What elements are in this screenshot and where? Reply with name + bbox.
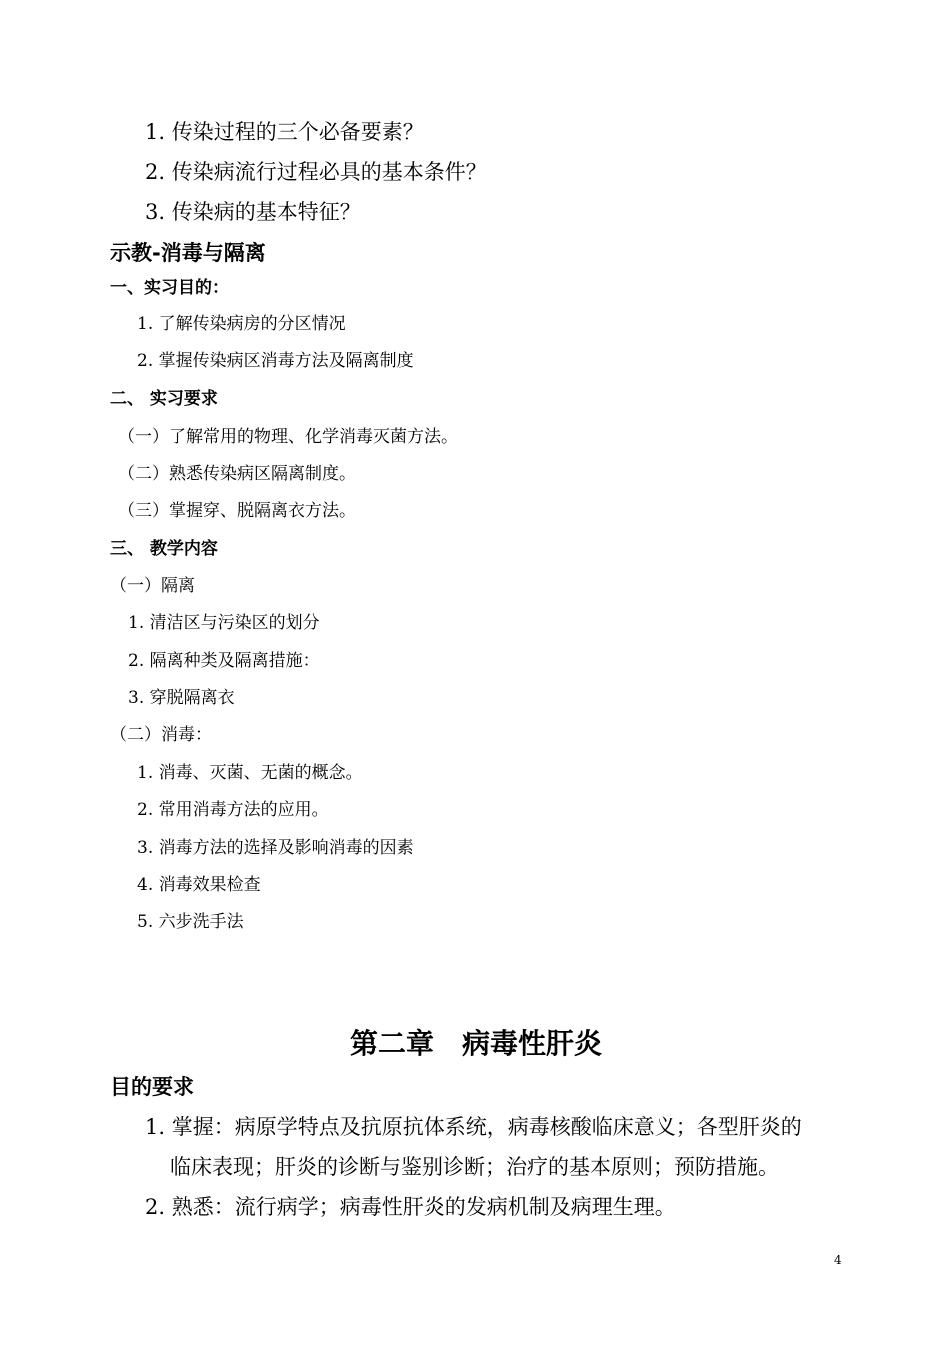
goal-2: 2. 熟悉：流行病学；病毒性肝炎的发病机制及病理生理。 [145, 1195, 676, 1219]
isolation-item-3: 3. 穿脱隔离衣 [128, 688, 235, 708]
content-heading: 三、 教学内容 [110, 539, 218, 559]
requirements-heading: 二、 实习要求 [110, 389, 218, 409]
requirement-item-1: （一）了解常用的物理、化学消毒灭菌方法。 [118, 427, 458, 447]
disinfection-item-5: 5. 六步洗手法 [137, 912, 244, 932]
goals-heading: 目的要求 [110, 1075, 194, 1099]
disinfection-title: （二）消毒： [110, 725, 212, 745]
objective-item-2: 2. 掌握传染病区消毒方法及隔离制度 [137, 351, 414, 371]
disinfection-item-4: 4. 消毒效果检查 [137, 875, 261, 895]
requirement-item-3: （三）掌握穿、脱隔离衣方法。 [118, 501, 356, 521]
objective-item-1: 1. 了解传染病房的分区情况 [137, 314, 346, 334]
review-question-2: 2. 传染病流行过程必具的基本条件？ [145, 160, 487, 184]
objectives-heading: 一、实习目的： [110, 278, 229, 298]
isolation-title: （一）隔离 [110, 576, 195, 596]
review-question-1: 1. 传染过程的三个必备要素？ [145, 120, 424, 144]
isolation-item-1: 1. 清洁区与污染区的划分 [128, 613, 320, 633]
disinfection-item-3: 3. 消毒方法的选择及影响消毒的因素 [137, 838, 414, 858]
goal-1-line-1: 1. 掌握：病原学特点及抗原抗体系统，病毒核酸临床意义；各型肝炎的 [145, 1115, 802, 1139]
requirement-item-2: （二）熟悉传染病区隔离制度。 [118, 464, 356, 484]
disinfection-item-1: 1. 消毒、灭菌、无菌的概念。 [137, 763, 363, 783]
review-question-3: 3. 传染病的基本特征？ [145, 200, 361, 224]
disinfection-item-2: 2. 常用消毒方法的应用。 [137, 800, 329, 820]
goal-1-line-2: 临床表现；肝炎的诊断与鉴别诊断；治疗的基本原则；预防措施。 [170, 1155, 779, 1179]
demo-section-title: 示教-消毒与隔离 [110, 241, 266, 265]
page-number: 4 [834, 1253, 842, 1267]
isolation-item-2: 2. 隔离种类及隔离措施： [128, 651, 320, 671]
chapter-title: 第二章 病毒性肝炎 [349, 1027, 602, 1060]
